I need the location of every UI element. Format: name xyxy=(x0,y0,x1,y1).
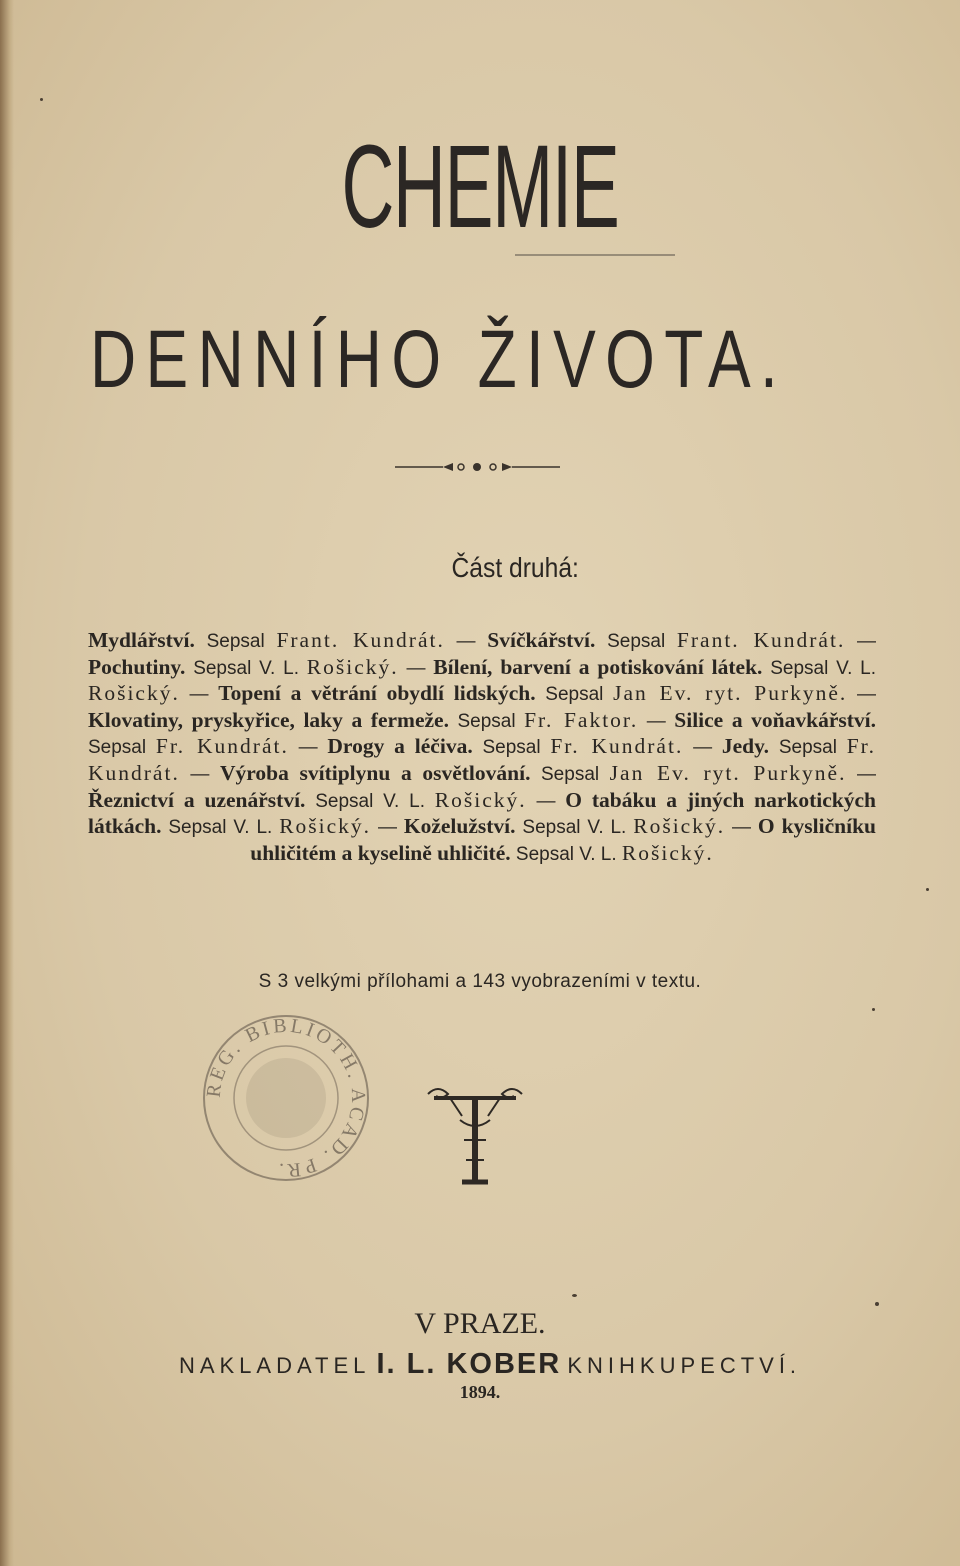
author-name: Rošický. xyxy=(621,840,714,865)
printer-device-icon xyxy=(420,1082,530,1192)
publisher-line xyxy=(110,1347,870,1383)
chapter-title: Výroba svítiplynu a osvětlování. xyxy=(219,760,531,785)
author-name: Rošický. xyxy=(434,787,527,812)
author-name: Fr. Kundrát. xyxy=(88,734,876,785)
author-name: Jan Ev. ryt. Purkyně. xyxy=(609,760,847,785)
contents-connector: — xyxy=(638,710,675,732)
contents-connector: Sepsal xyxy=(535,684,614,706)
contents-connector: Sepsal xyxy=(769,737,847,759)
imprint-city: V PRAZE. xyxy=(414,1307,546,1340)
author-name: Frant. Kundrát. xyxy=(276,628,445,652)
part-heading: Část druhá: xyxy=(451,552,579,583)
contents-connector: Sepsal xyxy=(472,737,551,759)
contents-connector: — xyxy=(444,631,488,652)
chapter-title: Jedy. xyxy=(721,734,770,759)
ornament-divider-icon xyxy=(395,462,560,472)
chapter-title: Topení a větrání obydlí lidských. xyxy=(218,681,536,706)
contents-connector: Sepsal V. L. xyxy=(515,817,634,839)
contents-connector: Sepsal V. L. xyxy=(510,843,622,865)
illustrations-note: S 3 velkými přílohami a 143 vyobrazeními v textu. xyxy=(258,971,702,992)
author-name: Rošický. xyxy=(88,681,180,706)
publisher-prefix: NAKLADATEL xyxy=(178,1353,371,1378)
author-name: Jan Ev. ryt. Purkyně. xyxy=(613,681,848,706)
publication-year: 1894. xyxy=(459,1382,501,1402)
publisher-suffix: KNIHKUPECTVÍ. xyxy=(567,1353,802,1378)
author-name: Fr. Faktor. xyxy=(524,707,639,732)
contents-connector: — xyxy=(179,763,220,785)
contents-connector: — xyxy=(683,737,722,759)
contents-connector: — xyxy=(526,790,566,812)
contents-connector: — xyxy=(398,657,434,679)
contents-connector: Sepsal xyxy=(448,710,525,732)
contents-connector: Sepsal V. L. xyxy=(762,657,877,679)
contents-connector: Sepsal xyxy=(194,631,277,652)
chapter-title: Silice a voňavkářství. xyxy=(674,707,876,732)
contents-list xyxy=(88,628,876,867)
stamp-text: REG. BIBLIOTH. ACAD. PR. xyxy=(202,1014,370,1182)
contents-connector: — xyxy=(846,763,877,785)
chapter-title: O kysličníku uhličitém a kyselině uhličité. xyxy=(250,814,877,865)
author-name: Rošický. xyxy=(306,654,399,679)
contents-connector: Sepsal V. L. xyxy=(161,817,280,839)
author-name: Fr. Kundrát. xyxy=(550,734,684,759)
contents-connector: — xyxy=(288,737,328,759)
contents-connector: Sepsal V. L. xyxy=(305,790,435,812)
contents-connector: Sepsal xyxy=(595,631,677,652)
contents-connector: — xyxy=(847,684,876,706)
author-name: Frant. Kundrát. xyxy=(676,628,846,652)
contents-connector: Sepsal xyxy=(530,763,610,785)
library-stamp-icon xyxy=(196,1008,376,1188)
contents-connector: Sepsal xyxy=(88,737,156,759)
chapter-title: Bílení, barvení a potiskování látek. xyxy=(433,654,763,679)
author-name: Rošický. xyxy=(633,814,726,839)
publisher-name: I. L. KOBER xyxy=(376,1348,562,1380)
author-name: Fr. Kundrát. xyxy=(155,734,289,759)
chapter-title: Koželužství. xyxy=(403,814,516,839)
chapter-title: Mydlářství. xyxy=(88,628,195,652)
contents-connector: — xyxy=(371,817,404,839)
chapter-title: Klovatiny, pryskyřice, laky a fermeže. xyxy=(88,707,449,732)
title-underline xyxy=(515,254,675,256)
contents-connector: — xyxy=(725,817,758,839)
chapter-title: Drogy a léčiva. xyxy=(327,734,473,759)
chapter-title: Pochutiny. xyxy=(88,654,186,679)
contents-connector: — xyxy=(845,631,877,652)
chapter-title: Svíčkářství. xyxy=(487,628,596,652)
author-name: Rošický. xyxy=(279,814,372,839)
contents-connector: — xyxy=(179,684,219,706)
book-title: CHEMIE xyxy=(341,121,619,253)
contents-connector: Sepsal V. L. xyxy=(185,657,307,679)
book-subtitle: DENNÍHO ŽIVOTA. xyxy=(90,314,788,405)
chapter-title: O tabáku a jiných narkotických látkách. xyxy=(88,787,877,839)
chapter-title: Řeznictví a uzenářství. xyxy=(88,787,306,812)
